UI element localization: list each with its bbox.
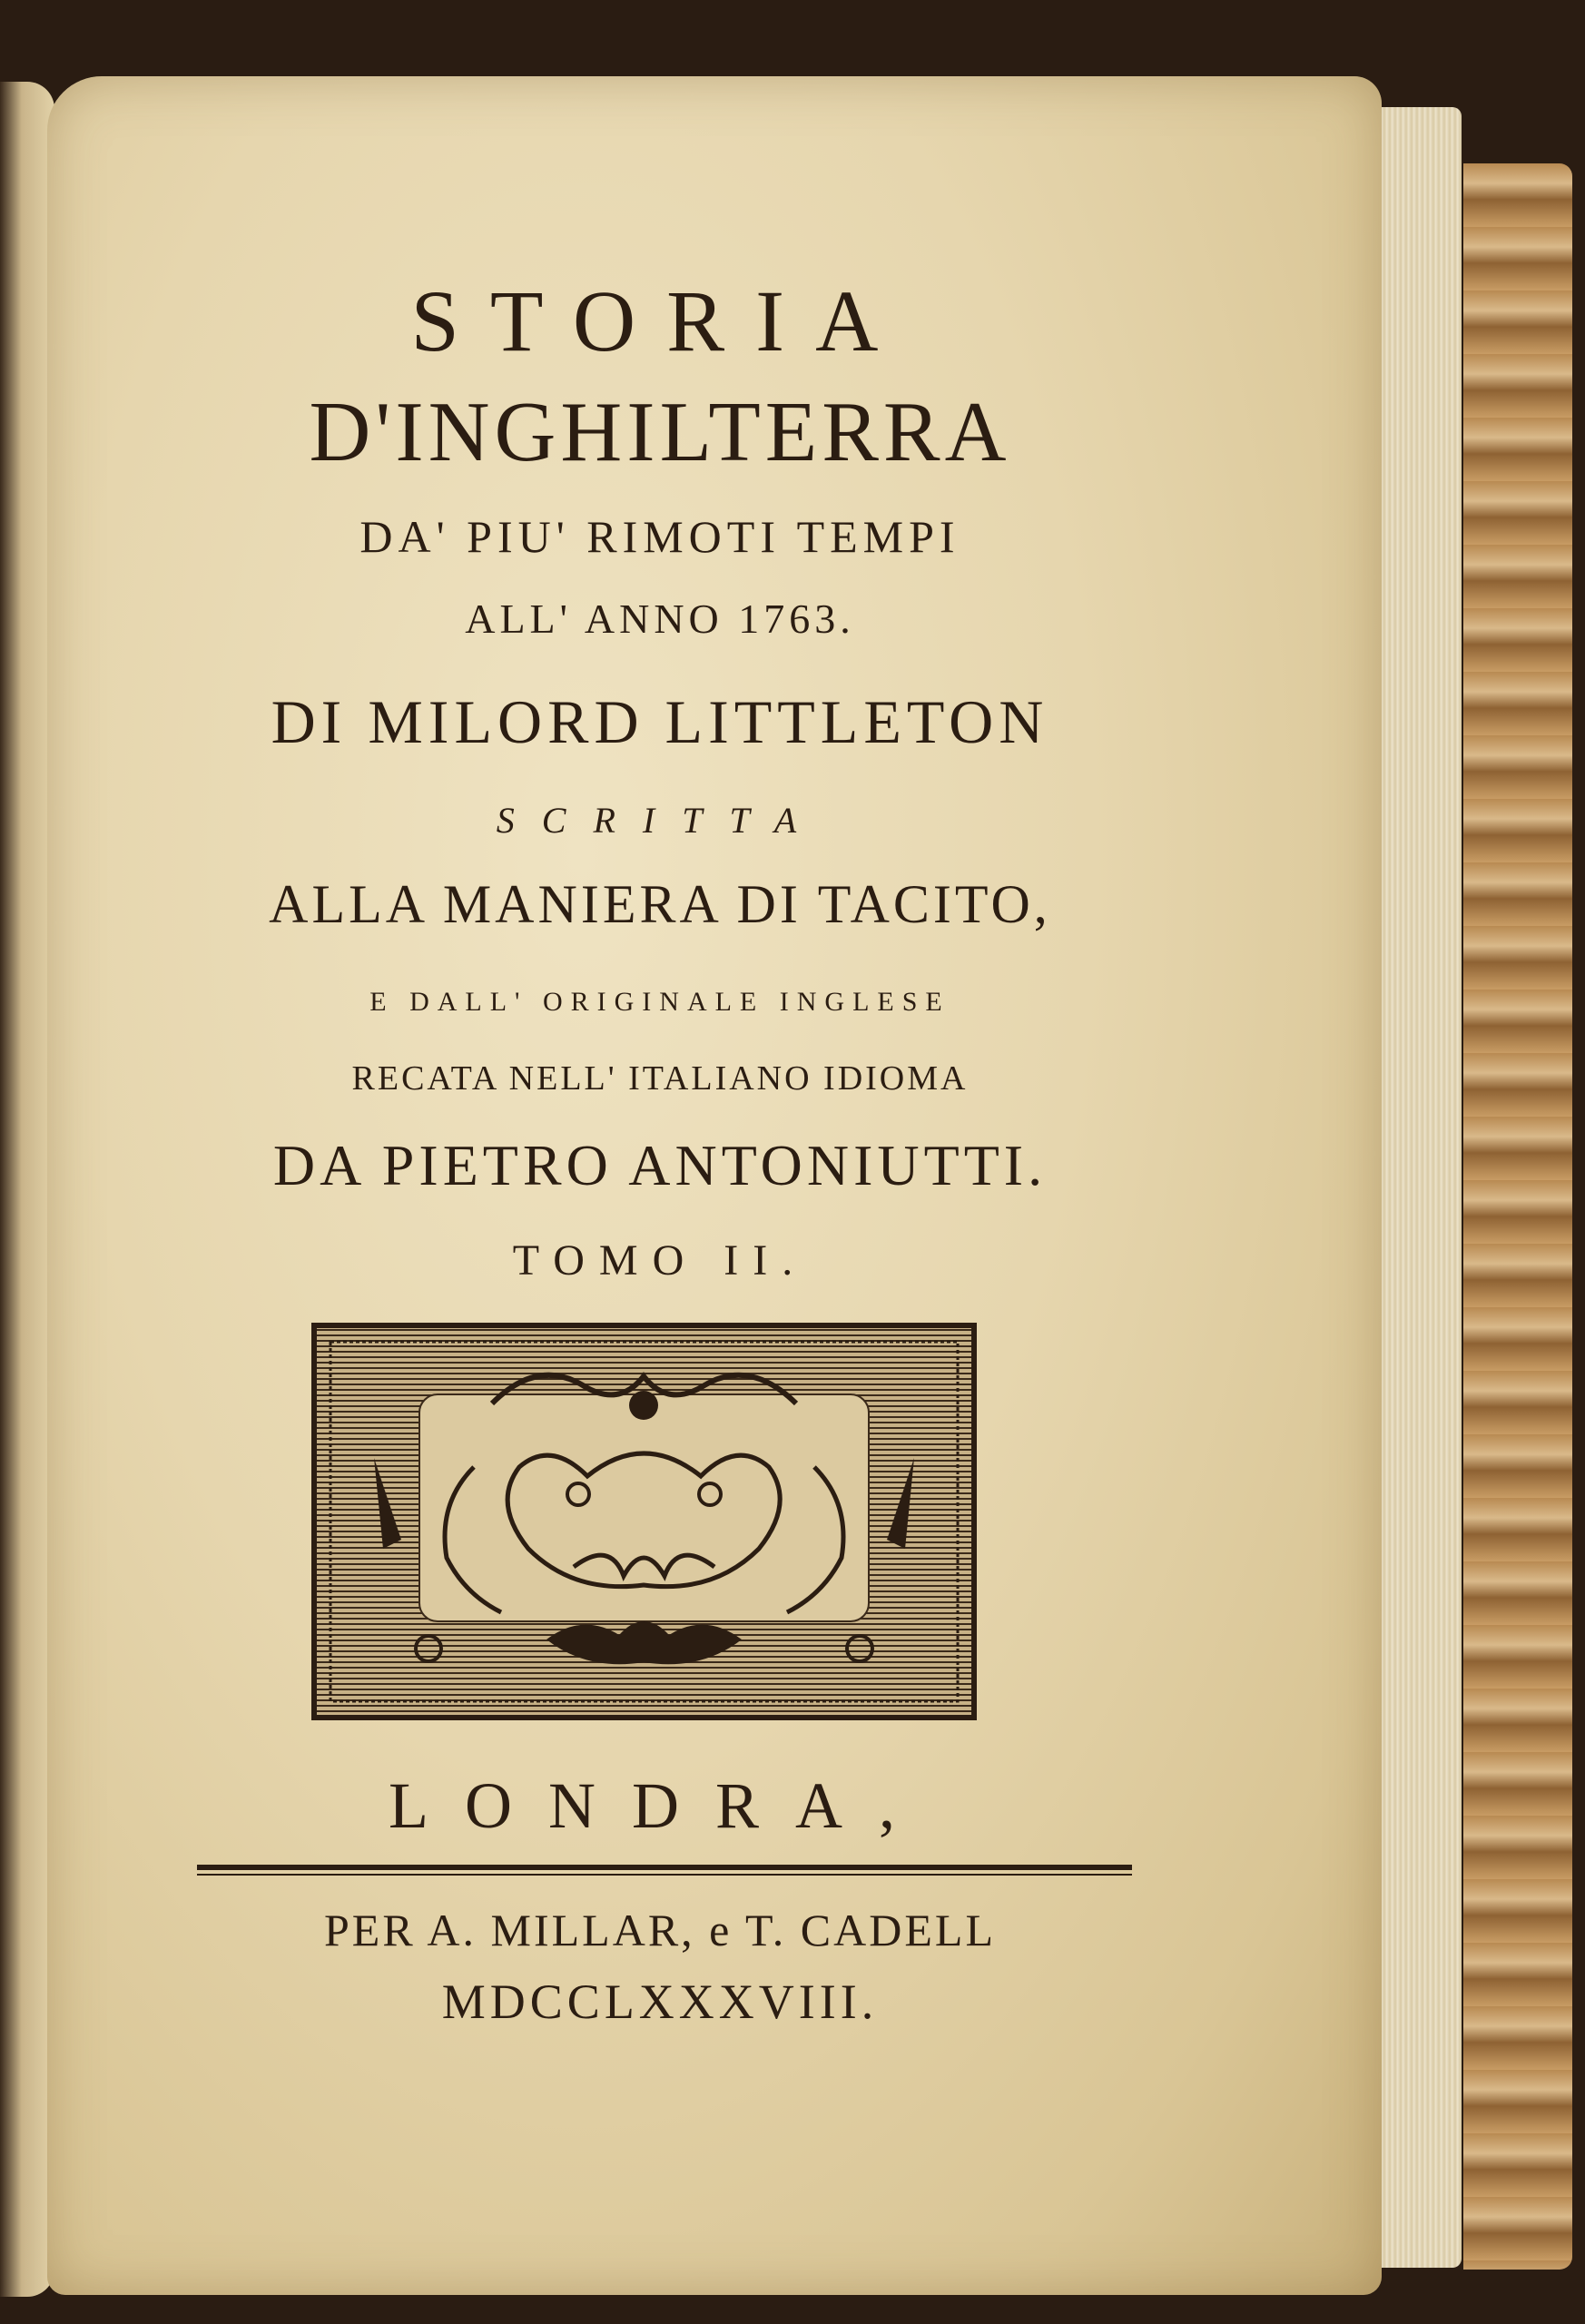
translator-line: DA PIETRO ANTONIUTTI.: [272, 1133, 1048, 1197]
left-page-edge: [0, 82, 54, 2297]
printer-line: PER A. MILLAR, e T. CADELL: [323, 1905, 996, 1955]
ornamental-frame-icon: [310, 1322, 978, 1721]
title-page: [47, 76, 1382, 2295]
title-line-1: STORIA: [410, 272, 910, 369]
publication-year: MDCCLXXXVIII.: [441, 1974, 879, 2029]
title-line-2: D'INGHILTERRA: [309, 385, 1011, 479]
author-line: DI MILORD LITTLETON: [271, 687, 1049, 756]
subtitle-line-3: DA' PIU' RIMOTI TEMPI: [359, 511, 960, 562]
original-line: E DALL' ORIGINALE INGLESE: [369, 987, 950, 1017]
book-spine: [1463, 163, 1572, 2270]
double-rule: [197, 1865, 1132, 1876]
subtitle-line-4: ALL' ANNO 1763.: [465, 596, 855, 642]
translation-line: RECATA NELL' ITALIANO IDIOMA: [351, 1059, 969, 1098]
manner-line: ALLA MANIERA DI TACITO,: [269, 874, 1051, 934]
volume-line: TOMO II.: [512, 1236, 808, 1285]
scritta-line: SCRITTA: [496, 800, 824, 841]
page-edges: [1371, 107, 1462, 2268]
place-of-publication: LONDRA,: [389, 1769, 931, 1842]
